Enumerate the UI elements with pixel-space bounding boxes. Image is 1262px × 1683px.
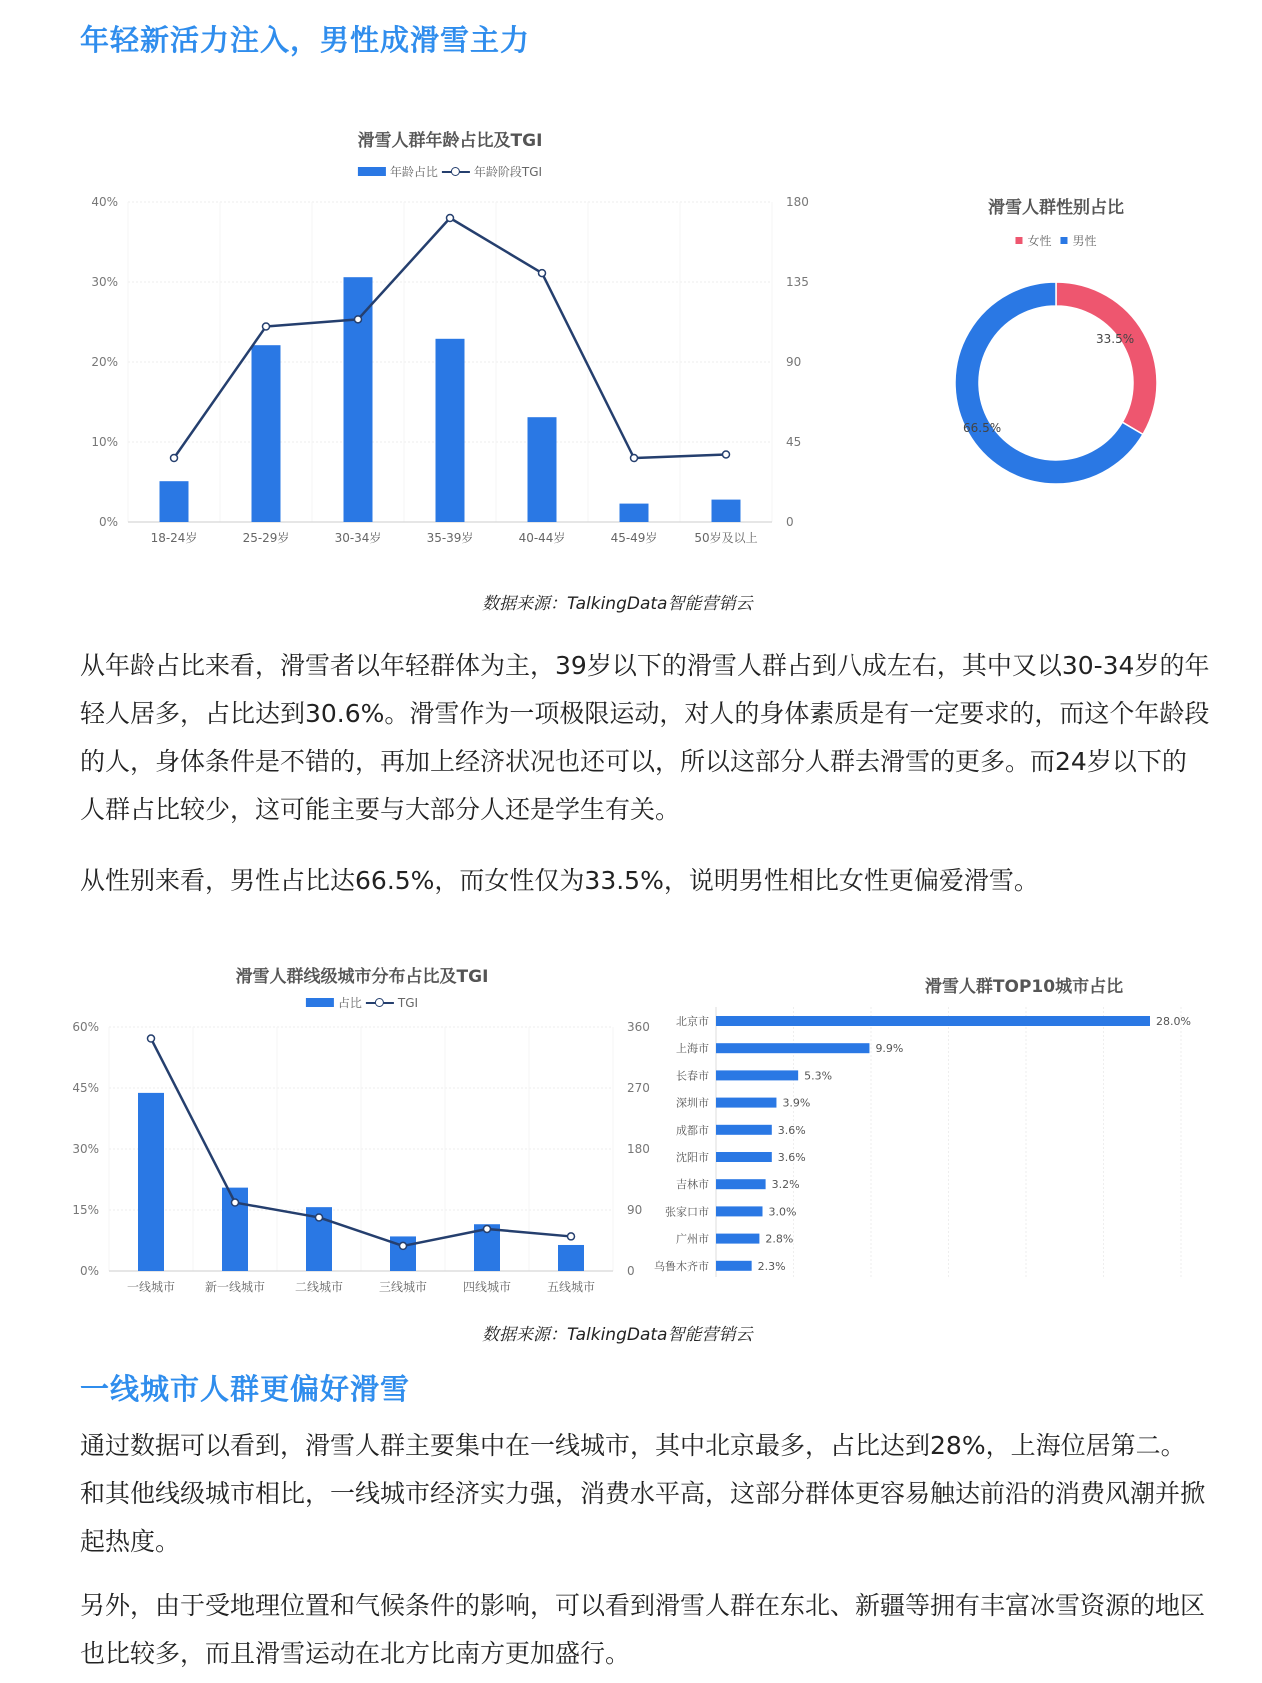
x-axis-tick: 35-39岁 [426, 531, 474, 545]
bar [716, 1152, 772, 1162]
bar [716, 1179, 766, 1189]
bar [712, 500, 741, 522]
paragraph: 通过数据可以看到，滑雪人群主要集中在一线城市，其中北京最多，占比达到28%，上海位居第二。和其他线级城市相比，一线城市经济实力强，消费水平高，这部分群体更容易触达前沿的消费风潮并掀起热度。 [80, 1431, 1206, 1556]
left-axis-tick: 10% [91, 435, 118, 449]
city-label: 吉林市 [676, 1178, 709, 1192]
value-label: 3.6% [777, 1151, 806, 1164]
x-axis-tick: 五线城市 [546, 1280, 596, 1294]
gender-chart [930, 0, 1190, 520]
left-axis-tick: 0% [98, 515, 118, 529]
paragraph: 从性别来看，男性占比达66.5%，而女性仅为33.5%，说明男性相比女性更偏爱滑雪。 [80, 866, 1039, 895]
top10-city-plot [640, 940, 1262, 1320]
right-axis-tick: 180 [627, 1142, 650, 1156]
bar [620, 504, 649, 522]
bar [528, 417, 557, 522]
top10-city-chart [640, 940, 1262, 1320]
right-axis-tick: 180 [786, 195, 809, 209]
city-label: 北京市 [676, 1015, 709, 1028]
x-axis-tick: 新一线城市 [204, 1280, 266, 1294]
city-label: 乌鲁木齐市 [654, 1259, 709, 1273]
bar [436, 339, 465, 522]
value-label: 9.9% [875, 1042, 904, 1056]
left-axis-tick: 45% [72, 1081, 99, 1095]
x-axis-tick: 50岁及以上 [694, 531, 758, 545]
x-axis-tick: 45-49岁 [610, 531, 658, 545]
left-axis-tick: 40% [91, 195, 118, 209]
legend-label: 女性 [1027, 234, 1052, 248]
right-axis-tick: 45 [786, 435, 802, 449]
bar [716, 1261, 752, 1271]
x-axis-tick: 二线城市 [294, 1280, 344, 1294]
right-axis-tick: 90 [786, 355, 802, 369]
x-axis-tick: 25-29岁 [242, 531, 290, 545]
chart-title: 滑雪人群年龄占比及TGI [357, 131, 543, 151]
age-chart-plot [0, 0, 860, 600]
tgi-point [723, 451, 730, 458]
x-axis-tick: 40-44岁 [518, 531, 566, 545]
bar [716, 1016, 1150, 1026]
right-axis-tick: 90 [627, 1203, 643, 1217]
value-label: 3.6% [777, 1123, 806, 1137]
chart-title: 滑雪人群性别占比 [988, 198, 1124, 218]
data-source-caption: 数据来源：TalkingData智能营销云 [482, 594, 753, 614]
bar [558, 1245, 584, 1271]
paragraph: 从年龄占比来看，滑雪者以年轻群体为主，39岁以下的滑雪人群占到八成左右，其中又以30-34岁的年轻人居多，占比达到30.6%。滑雪作为一项极限运动，对人的身体素质是有一定要求的，而这个年龄段的人，身体条件是不错的，再加上经济状况也还可以，所以这部分人群去滑雪的更多。而24岁以下的人群占比较少，这可能主要与大部分人还是学生有关。 [80, 651, 1210, 824]
right-axis-tick: 0 [627, 1264, 635, 1278]
city-label: 长春市 [676, 1069, 709, 1083]
city-label: 张家口市 [665, 1205, 709, 1219]
left-axis-tick: 30% [72, 1142, 99, 1156]
male-slice-label: 66.5% [963, 421, 1002, 435]
bar [252, 345, 281, 522]
x-axis-tick: 四线城市 [462, 1280, 512, 1294]
city-tier-plot [0, 940, 660, 1320]
tgi-point [232, 1199, 239, 1206]
value-label: 5.3% [804, 1069, 833, 1083]
age-chart [0, 0, 860, 600]
bar [716, 1098, 776, 1108]
gender-donut [930, 0, 1190, 520]
tgi-point [631, 455, 638, 462]
tgi-point [484, 1225, 491, 1232]
bar [716, 1234, 759, 1244]
right-axis-tick: 360 [627, 1020, 650, 1034]
legend-label: 男性 [1072, 234, 1097, 248]
tgi-point [171, 455, 178, 462]
bar [160, 481, 189, 522]
tgi-point [148, 1035, 155, 1042]
value-label: 2.8% [765, 1232, 794, 1246]
x-axis-tick: 18-24岁 [150, 531, 198, 545]
value-label: 3.2% [771, 1178, 800, 1192]
tgi-point [316, 1214, 323, 1221]
section-heading-age-gender: 年轻新活力注入，男性成滑雪主力 [80, 23, 531, 57]
tgi-point [568, 1233, 575, 1240]
left-axis-tick: 30% [91, 275, 118, 289]
x-axis-tick: 三线城市 [378, 1280, 428, 1294]
bar [716, 1070, 798, 1080]
value-label: 3.0% [768, 1205, 797, 1219]
right-axis-tick: 270 [627, 1081, 650, 1095]
bar [716, 1206, 763, 1216]
city-label: 上海市 [676, 1042, 709, 1056]
legend-label: TGI [397, 995, 419, 1010]
female-slice-label: 33.5% [1096, 332, 1135, 346]
tgi-point [263, 323, 270, 330]
data-source-caption: 数据来源：TalkingData智能营销云 [482, 1325, 753, 1345]
value-label: 28.0% [1156, 1015, 1191, 1028]
female-slice [1056, 282, 1157, 434]
city-label: 广州市 [676, 1232, 709, 1246]
paragraph: 另外，由于受地理位置和气候条件的影响，可以看到滑雪人群在东北、新疆等拥有丰富冰雪资源的地区也比较多，而且滑雪运动在北方比南方更加盛行。 [80, 1591, 1206, 1668]
legend-label: 年龄阶段TGI [473, 165, 543, 179]
legend-label: 占比 [337, 996, 362, 1010]
bar [716, 1125, 772, 1135]
x-axis-tick: 一线城市 [126, 1280, 176, 1294]
value-label: 3.9% [782, 1096, 811, 1110]
tgi-point [355, 316, 362, 323]
chart-title: 滑雪人群线级城市分布占比及TGI [235, 967, 489, 987]
bar [138, 1093, 164, 1271]
value-label: 2.3% [757, 1259, 786, 1273]
legend-label: 年龄占比 [389, 165, 438, 179]
city-tier-chart [0, 940, 660, 1320]
left-axis-tick: 0% [79, 1264, 99, 1278]
right-axis-tick: 0 [786, 515, 794, 529]
city-label: 沈阳市 [676, 1151, 709, 1164]
section-heading-city: 一线城市人群更偏好滑雪 [80, 1372, 411, 1406]
left-axis-tick: 60% [72, 1020, 99, 1034]
bar [344, 277, 373, 522]
chart-title: 滑雪人群TOP10城市占比 [924, 977, 1124, 997]
tgi-point [539, 270, 546, 277]
city-label: 成都市 [676, 1123, 709, 1137]
x-axis-tick: 30-34岁 [334, 531, 382, 545]
tgi-point [400, 1242, 407, 1249]
tgi-point [447, 215, 454, 222]
city-label: 深圳市 [676, 1096, 709, 1110]
left-axis-tick: 20% [91, 355, 118, 369]
bar [716, 1043, 869, 1053]
left-axis-tick: 15% [72, 1203, 99, 1217]
right-axis-tick: 135 [786, 275, 809, 289]
